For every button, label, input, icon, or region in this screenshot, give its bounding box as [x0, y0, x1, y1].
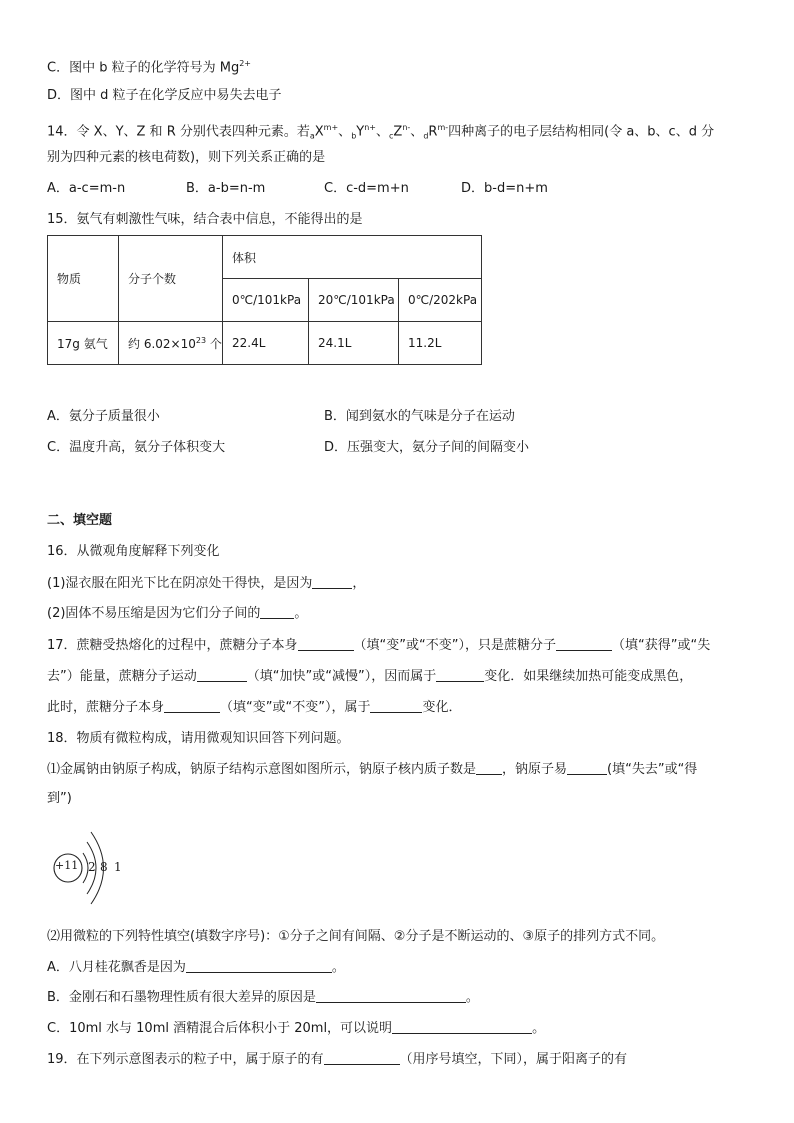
header-substance: 物质	[48, 236, 119, 322]
q17-blank-6[interactable]	[370, 700, 422, 713]
condition-0c-101kpa: 0℃/101kPa	[223, 279, 309, 322]
q17-blank-1[interactable]	[298, 638, 354, 651]
q17-line3: 此时，蔗糖分子本身 （填“变”或“不变”），属于 变化．	[47, 700, 462, 715]
q15-stem: 15．氨气有刺激性气味，结合表中信息，不能得出的是	[47, 212, 363, 227]
q18-item-c: C．10ml 水与 10ml 酒精混合后体积小于 20ml，可以说明 。	[47, 1021, 546, 1036]
q19-blank-1[interactable]	[324, 1052, 400, 1065]
shell-electrons-1: 2	[88, 860, 96, 874]
q18-part2: ⑵用微粒的下列特性填空(填数字序号)：①分子之间有间隔、②分子是不断运动的、③原子的排列方式不同。	[47, 929, 665, 944]
q18-blank-b[interactable]	[316, 990, 466, 1003]
condition-20c-101kpa: 20℃/101kPa	[309, 279, 399, 322]
q14-option-c[interactable]: C．c-d=m+n	[324, 181, 409, 196]
q17-line1: 17．蔗糖受热熔化的过程中，蔗糖分子本身 （填“变”或“不变”），只是蔗糖分子 （填“获得”或“失	[47, 638, 711, 653]
cell-volume-1: 22.4L	[223, 322, 309, 365]
q18-item-b: B．金刚石和石墨物理性质有很大差异的原因是 。	[47, 990, 479, 1005]
q16-stem: 16．从微观角度解释下列变化	[47, 544, 220, 559]
q17-blank-4[interactable]	[436, 669, 484, 682]
q19-stem: 19．在下列示意图表示的粒子中，属于原子的有 （用序号填空，下同），属于阳离子的有	[47, 1052, 628, 1067]
q17-blank-5[interactable]	[164, 700, 220, 713]
cell-substance: 17g 氨气	[48, 322, 119, 365]
q18-blank-2[interactable]	[567, 762, 607, 775]
q16-part2: (2)固体不易压缩是因为它们分子间的 。	[47, 606, 308, 621]
q14-stem-line2: 别为四种元素的核电荷数)，则下列关系正确的是	[47, 150, 326, 165]
header-volume: 体积	[223, 236, 482, 279]
q18-part1: ⑴金属钠由钠原子构成，钠原子结构示意图如图所示，钠原子核内质子数是 ，钠原子易 (填“失去”或“得	[47, 762, 698, 777]
q17-blank-2[interactable]	[556, 638, 612, 651]
q18-item-a: A．八月桂花飘香是因为 。	[47, 960, 345, 975]
q16-blank-2[interactable]	[260, 606, 294, 619]
shell-electrons-3: 1	[114, 860, 122, 874]
header-molecule-count: 分子个数	[119, 236, 223, 322]
q16-part1: (1)湿衣服在阳光下比在阴凉处干得快，是因为 ，	[47, 576, 366, 591]
q18-blank-a[interactable]	[186, 960, 332, 973]
ammonia-table	[47, 235, 482, 365]
q14-stem: 14．令 X、Y、Z 和 R 分别代表四种元素。若$_aX^{m+}$、$_bY^{n+}$、$_cZ^{n-}$、$_dR^{m-}$四种离子的电子层结构相同(令 a、b、c、d 分	[47, 123, 715, 141]
q13-option-c: C．图中 b 粒子的化学符号为 $Mg^{2+}$	[47, 59, 251, 76]
nucleus-charge: +11	[55, 859, 79, 872]
q17-line2: 去”）能量，蔗糖分子运动 （填“加快”或“减慢”），因而属于 变化．如果继续加热可能变成黑色，	[47, 669, 693, 684]
q15-option-c[interactable]: C．温度升高，氨分子体积变大	[47, 440, 226, 455]
q15-option-d[interactable]: D．压强变大，氨分子间的间隔变小	[324, 440, 530, 455]
q18-blank-c[interactable]	[392, 1021, 532, 1034]
q15-option-b[interactable]: B．闻到氨水的气味是分子在运动	[324, 409, 515, 424]
q14-option-b[interactable]: B．a-b=n-m	[186, 181, 266, 196]
q14-option-d[interactable]: D．b-d=n+m	[461, 181, 548, 196]
q13-option-d: D．图中 d 粒子在化学反应中易失去电子	[47, 88, 282, 103]
section-title: 二、填空题	[47, 513, 113, 528]
q18-stem: 18．物质有微粒构成，请用微观知识回答下列问题。	[47, 731, 350, 746]
q18-blank-1[interactable]	[476, 762, 502, 775]
q17-blank-3[interactable]	[197, 669, 247, 682]
q14-option-a[interactable]: A．a-c=m-n	[47, 181, 126, 196]
cell-volume-3: 11.2L	[399, 322, 482, 365]
cell-molecule-count: 约 $6.02\times 10^{23}$ 个	[119, 322, 223, 365]
q15-option-a[interactable]: A．氨分子质量很小	[47, 409, 160, 424]
condition-0c-202kpa: 0℃/202kPa	[399, 279, 482, 322]
q16-blank-1[interactable]	[312, 576, 352, 589]
shell-electrons-2: 8	[100, 860, 108, 874]
q18-part1-cont: 到”)	[47, 791, 72, 806]
cell-volume-2: 24.1L	[309, 322, 399, 365]
